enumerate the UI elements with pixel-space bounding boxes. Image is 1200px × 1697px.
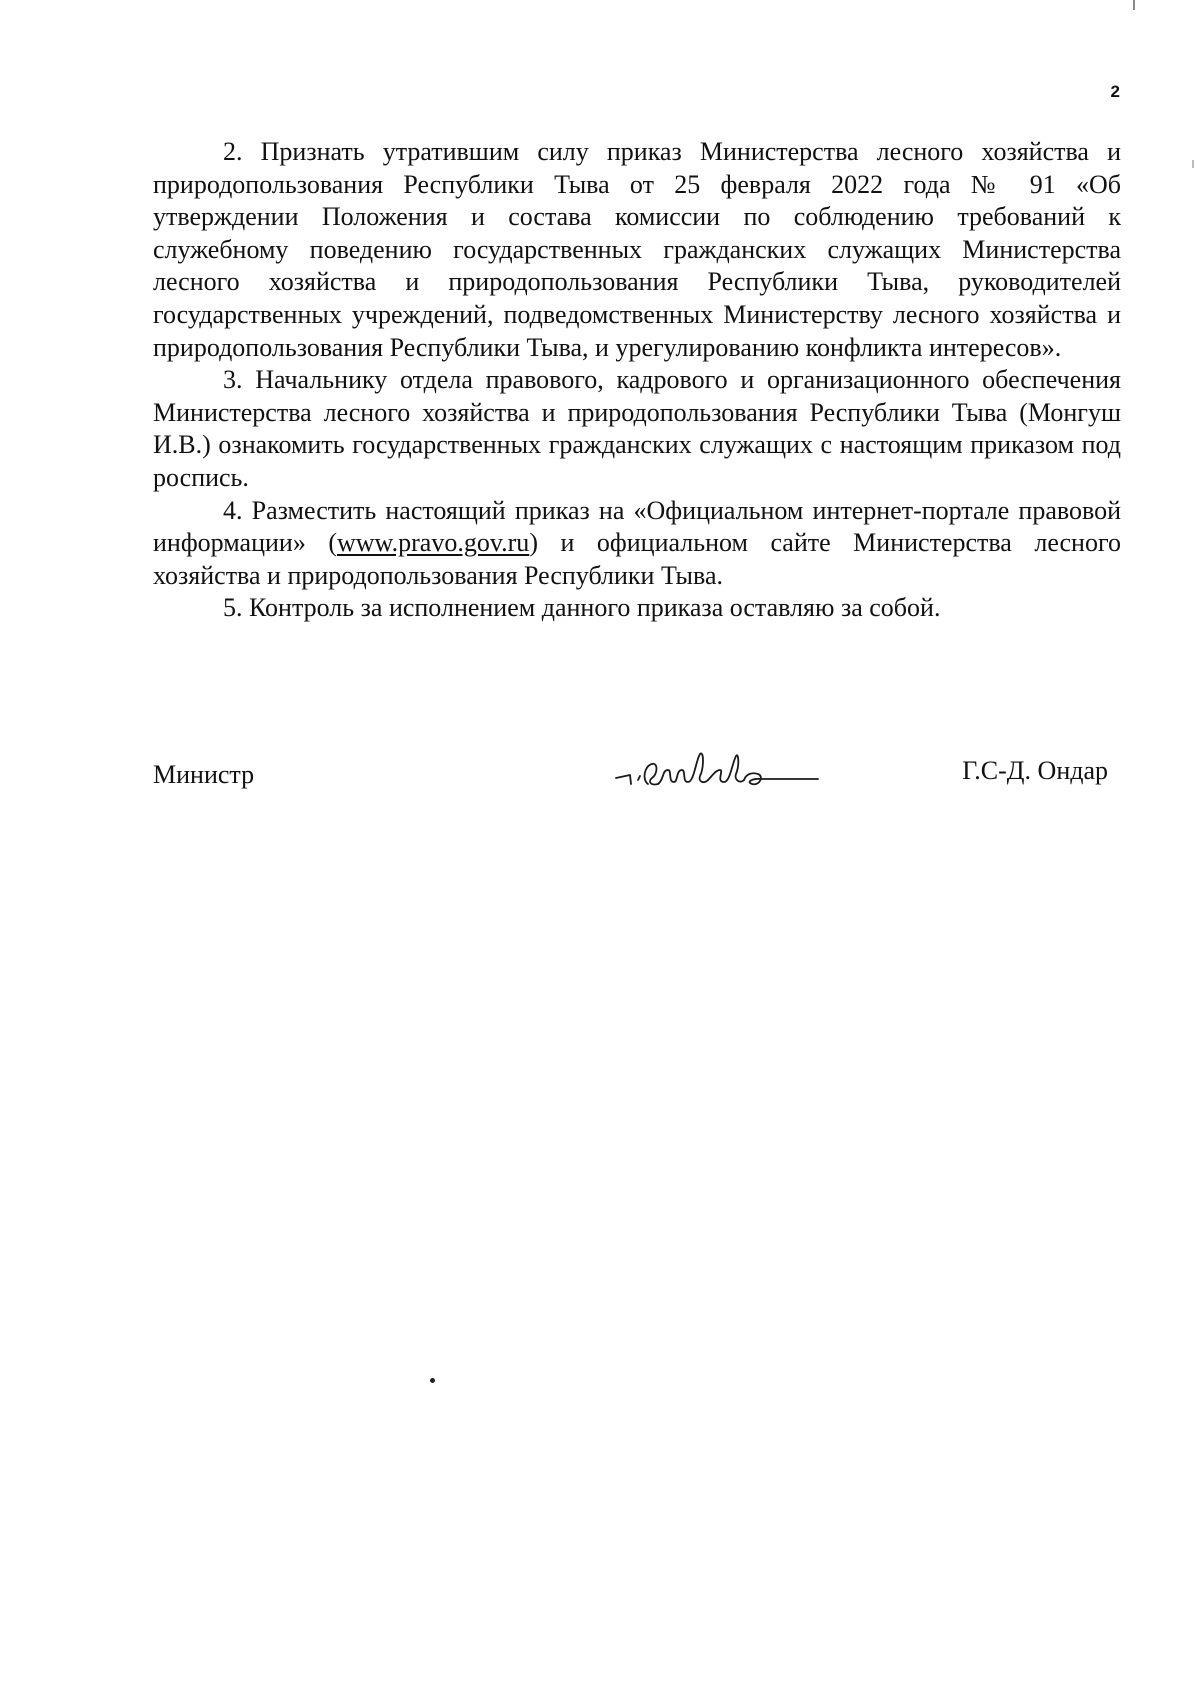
handwritten-signature <box>612 740 822 800</box>
scan-speck <box>430 1378 435 1383</box>
paragraph-4-text-before: 4. Разместить настоящий приказ на «Официальном интернет-портале правовой информации» ( <box>153 495 1121 558</box>
signer-name: Г.С-Д. Ондар <box>962 756 1108 785</box>
signer-position: Министр <box>153 760 255 789</box>
paragraph-4-text-after: ) и официальном сайте Министерства лесного хозяйства и природопользования Республики Тыва. <box>153 528 1121 590</box>
scan-mark-top-right <box>1133 0 1135 10</box>
paragraph-2: 2. Признать утратившим силу приказ Министерства лесного хозяйства и природопользования Республики Тыва от 25 февраля 2022 года № 91 «Об утверждении Положения и состава комиссии по соблюдению требований к служебному поведению государственных гражданских служащих Министерства лесного хозяйства и природопользования Республики Тыва, руководителей государственных учреждений, подведомственных Министерству лесного хозяйства и природопользования Республики Тыва, и урегулированию конфликта интересов». <box>153 137 1121 362</box>
paragraph-5: 5. Контроль за исполнением данного приказа оставляю за собой. <box>223 593 941 623</box>
paragraph-3: 3. Начальнику отдела правового, кадрового и организационного обеспечения Министерства лесного хозяйства и природопользования Республики Тыва (Монгуш И.В.) ознакомить государственных гражданских служащих с настоящим приказом под роспись. <box>153 365 1121 492</box>
document-body <box>153 136 1121 625</box>
paragraph-4 <box>153 495 1121 593</box>
page-number: 2 <box>1110 82 1120 101</box>
pravo-gov-link[interactable]: www.pravo.gov.ru <box>337 528 530 558</box>
scan-mark-right-edge <box>1192 160 1194 168</box>
